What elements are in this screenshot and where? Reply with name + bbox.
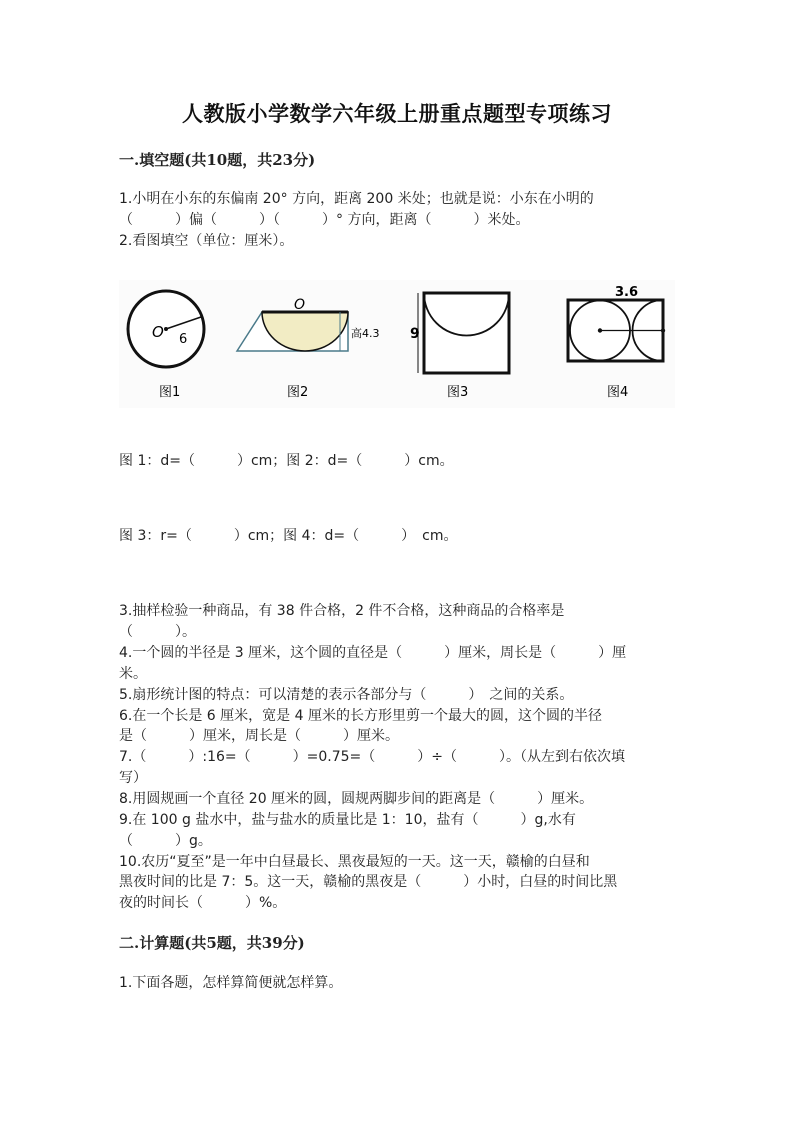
center-label: O [152, 323, 164, 341]
question-4-line-1: 4.一个圆的半径是 3 厘米，这个圆的直径是（ ）厘米，周长是（ ）厘 [119, 645, 627, 661]
semicircle-center-point [661, 328, 665, 332]
question-6-line-2: 是（ ）厘米，周长是（ ）厘米。 [119, 728, 399, 744]
width-label: 3.6 [615, 285, 639, 300]
figure-3-label: 图3 [447, 385, 469, 400]
question-2-answer-2: 图 3：r=（ ）cm；图 4：d=（ ） cm。 [119, 528, 458, 544]
semicircle-center-label: O [294, 297, 306, 313]
section-fill-in: 一.填空题(共10题，共23分) [119, 151, 316, 169]
page-title: 人教版小学数学六年级上册重点题型专项练习 [182, 101, 612, 126]
question-2-answer-1: 图 1：d=（ ）cm；图 2：d=（ ）cm。 [119, 453, 454, 469]
figure-2-label: 图2 [287, 385, 309, 400]
calc-question-1: 1.下面各题，怎样算简便就怎样算。 [119, 975, 343, 991]
question-1-line-2: （ ）偏（ ）（ ）° 方向，距离（ ）米处。 [119, 212, 530, 228]
question-10-line-3: 夜的时间长（ ）%。 [119, 895, 287, 911]
question-7-line-2: 写） [119, 770, 147, 786]
height-label: 高4.3 [351, 327, 380, 340]
question-3-line-1: 3.抽样检验一种商品，有 38 件合格，2 件不合格，这种商品的合格率是 [119, 603, 565, 619]
circle-center-point [598, 328, 602, 332]
question-1-line-1: 1.小明在小东的东偏南 20° 方向，距离 200 米处；也就是说：小东在小明的 [119, 191, 594, 207]
question-9-line-1: 9.在 100 g 盐水中，盐与盐水的质量比是 1：10，盐有（ ）g,水有 [119, 812, 576, 828]
question-9-line-2: （ ）g。 [119, 833, 212, 849]
question-10-line-2: 黑夜时间的比是 7：5。这一天，赣榆的黑夜是（ ）小时，白昼的时间比黑 [119, 874, 618, 890]
square-shape [424, 293, 509, 373]
question-7-line-1: 7.（ ）:16=（ ）=0.75=（ ）÷（ ）。（从左到右依次填 [119, 749, 625, 765]
question-6-line-1: 6.在一个长是 6 厘米，宽是 4 厘米的长方形里剪一个最大的圆，这个圆的半径 [119, 708, 602, 724]
figure-3-square [410, 293, 509, 373]
figure-4-label: 图4 [607, 385, 629, 400]
question-4-line-2: 米。 [119, 666, 147, 682]
question-3-line-2: （ ）。 [119, 624, 196, 640]
figures-svg [119, 280, 675, 410]
question-2-line-1: 2.看图填空（单位：厘米）。 [119, 233, 294, 249]
figure-1-label: 图1 [159, 385, 181, 400]
section-calculation: 二.计算题(共5题，共39分) [119, 934, 305, 952]
geometry-figures [119, 280, 675, 410]
question-5: 5.扇形统计图的特点：可以清楚的表示各部分与（ ） 之间的关系。 [119, 687, 574, 703]
figure-1-circle [128, 291, 204, 367]
question-8: 8.用圆规画一个直径 20 厘米的圆，圆规两脚步间的距离是（ ）厘米。 [119, 791, 594, 807]
side-length-label: 9 [410, 326, 420, 342]
radius-label: 6 [179, 332, 188, 347]
question-10-line-1: 10.农历“夏至”是一年中白昼最长、黑夜最短的一天。这一天，赣榆的白昼和 [119, 854, 590, 870]
